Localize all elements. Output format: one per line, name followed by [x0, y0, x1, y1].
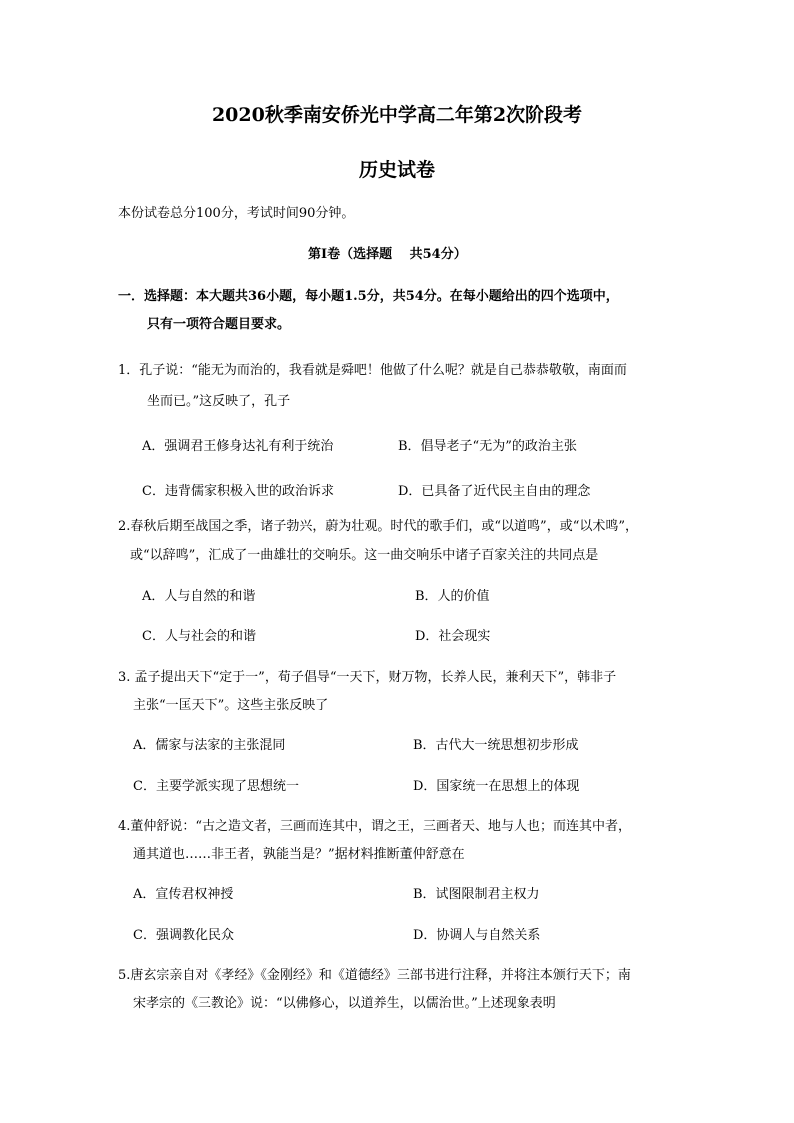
question-1-option-a: A．强调君王修身达礼有利于统治	[142, 439, 334, 454]
section-header: 第Ⅰ卷（选择题 共54分）	[308, 247, 467, 262]
question-2-option-b: B．人的价值	[415, 589, 490, 604]
exam-intro: 本份试卷总分100分，考试时间90分钟。	[118, 206, 355, 221]
question-1-option-d: D．已具备了近代民主自由的理念	[398, 484, 591, 499]
question-1-option-c: C．违背儒家积极入世的政治诉求	[142, 484, 334, 499]
question-3-option-c: C．主要学派实现了思想统一	[133, 779, 299, 794]
question-4-option-c: C．强调教化民众	[133, 928, 234, 943]
question-5-stem-line-1: 5.唐玄宗亲自对《孝经》《金刚经》和《道德经》三部书进行注释，并将注本颁行天下；南	[118, 968, 631, 983]
instruction-line-1: 一．选择题：本大题共36小题，每小题1.5分，共54分。在每小题给出的四个选项中，	[118, 289, 619, 304]
exam-title: 2020秋季南安侨光中学高二年第2次阶段考	[211, 104, 583, 126]
question-4-stem-line-1: 4.董仲舒说：“古之造文者，三画而连其中，谓之王，三画者天、地与人也；而连其中者，	[118, 819, 632, 834]
question-4-option-b: B．试图限制君主权力	[413, 887, 540, 902]
question-3-option-d: D．国家统一在思想上的体现	[413, 779, 580, 794]
question-1-option-b: B．倡导老子“无为”的政治主张	[398, 439, 577, 454]
question-2-option-d: D．社会现实	[415, 629, 491, 644]
question-2-option-a: A．人与自然的和谐	[142, 589, 256, 604]
question-4-stem-line-2: 通其道也……非王者，孰能当是？”据材料推断董仲舒意在	[133, 847, 465, 862]
question-5-stem-line-2: 宋孝宗的《三教论》说：“以佛修心，以道养生，以儒治世。”上述现象表明	[133, 996, 556, 1011]
question-4-option-d: D．协调人与自然关系	[413, 928, 541, 943]
question-3-stem-line-1: 3. 孟子提出天下“定于一”，荀子倡导“一天下，财万物，长养人民，兼利天下”，韩非子	[118, 670, 617, 685]
question-1-stem-line-1: 1．孔子说：“能无为而治的，我看就是舜吧！他做了什么呢？就是自己恭恭敬敬，南面而	[118, 363, 627, 378]
question-4-option-a: A．宣传君权神授	[133, 887, 234, 902]
question-3-option-b: B．古代大一统思想初步形成	[413, 738, 579, 753]
question-2-stem-line-2: 或“以辞鸣”，汇成了一曲雄壮的交响乐。这一曲交响乐中诸子百家关注的共同点是	[130, 548, 599, 563]
question-3-option-a: A．儒家与法家的主张混同	[133, 738, 286, 753]
question-2-option-c: C．人与社会的和谐	[142, 629, 256, 644]
question-2-stem-line-1: 2.春秋后期至战国之季，诸子勃兴，蔚为壮观。时代的歌手们，或“以道鸣”，或“以术鸣”，	[118, 519, 638, 534]
instruction-line-2: 只有一项符合题目要求。	[147, 317, 291, 332]
subject-title: 历史试卷	[358, 159, 435, 181]
question-3-stem-line-2: 主张“一匡天下”。这些主张反映了	[133, 698, 329, 713]
question-1-stem-line-2: 坐而已。”这反映了，孔子	[147, 394, 291, 409]
